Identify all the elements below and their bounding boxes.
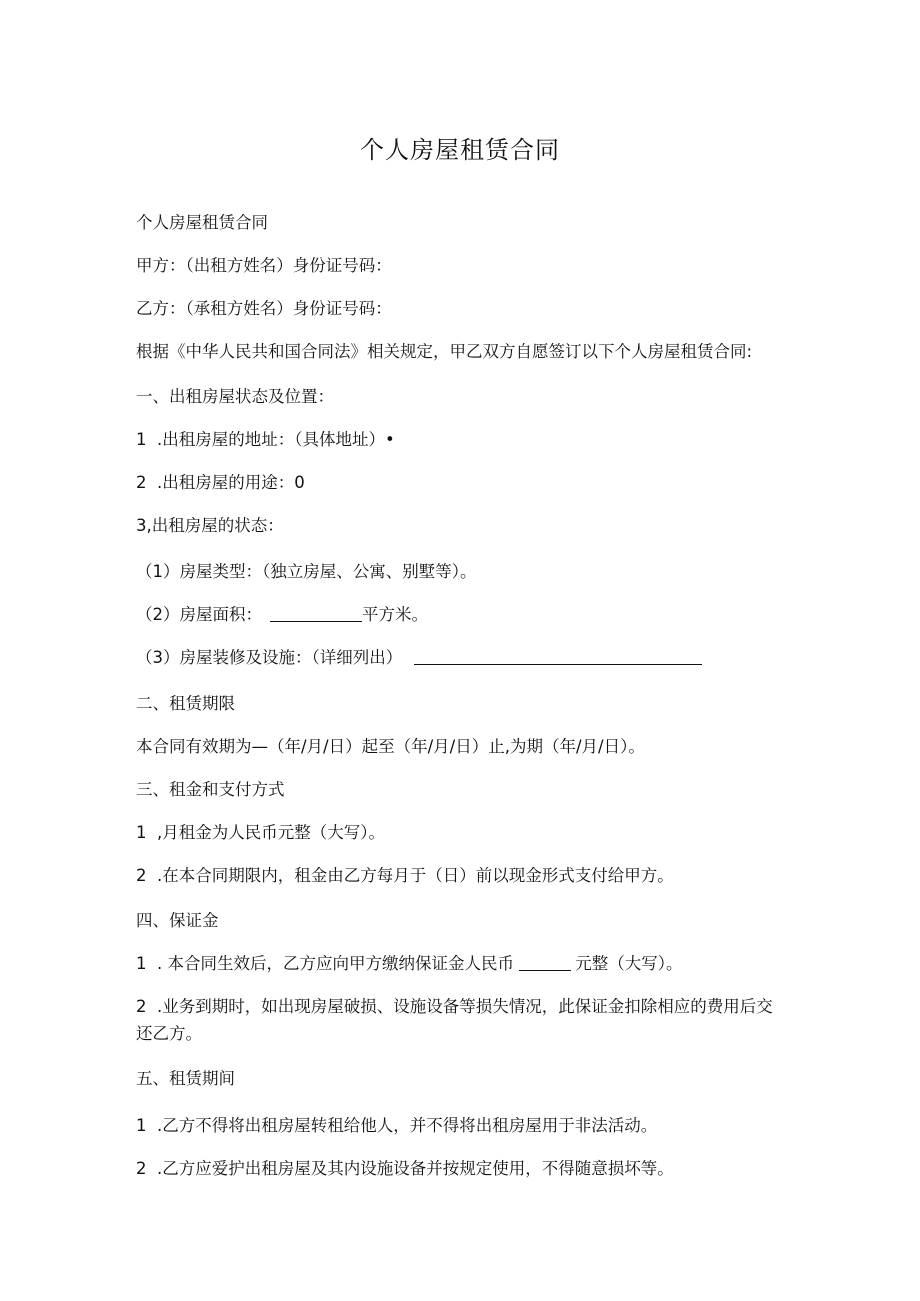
section-1-heading: 一、出租房屋状态及位置： [136,387,334,406]
section-1-item-2: 2 .出租房屋的用途：0 [136,473,305,492]
deposit-blank [519,954,571,971]
preamble: 根据《中华人民共和国合同法》相关规定，甲乙双方自愿签订以下个人房屋租赁合同: [136,342,753,361]
area-blank [270,605,362,622]
sub-2-unit: 平方米。 [362,605,428,624]
section-4-item-2: 2 .业务到期时，如出现房屋破损、设施设备等损失情况，此保证金扣除相应的费用后交还乙方。 [136,997,773,1043]
section-1-sub-3 [136,647,702,669]
sub-2-label: （2）房屋面积： [136,605,262,624]
sub-3-label: （3）房屋装修及设施：（详细列出） [136,648,403,667]
party-a-line: 甲方：（出租方姓名）身份证号码： [136,256,392,275]
section-5-item-2: 2 .乙方应爱护出租房屋及其内设施设备并按规定使用，不得随意损坏等。 [136,1159,674,1178]
section-5-item-1: 1 .乙方不得将出租房屋转租给他人，并不得将出租房屋用于非法活动。 [136,1116,658,1135]
facilities-blank [414,648,702,665]
section-4-heading: 四、保证金 [136,911,219,930]
subtitle: 个人房屋租赁合同 [136,213,268,232]
section-3-item-2: 2 .在本合同期限内，租金由乙方每月于（日）前以现金形式支付给甲方。 [136,866,674,885]
section-1-sub-1: （1）房屋类型：（独立房屋、公寓、别墅等）。 [136,562,477,581]
party-b-line: 乙方：（承租方姓名）身份证号码： [136,299,392,318]
section-4-item-1 [136,953,682,975]
section-3-item-1: 1 ,月租金为人民币元整（大写）。 [136,823,385,842]
section-2-heading: 二、租赁期限 [136,694,235,713]
document-title: 个人房屋租赁合同 [360,136,560,164]
section-3-heading: 三、租金和支付方式 [136,780,285,799]
section-1-sub-2 [136,604,428,626]
section-2-text: 本合同有效期为—（年/月/日）起至（年/月/日）止,为期（年/月/日）。 [136,737,645,756]
deposit-unit: 元整（大写）。 [575,954,683,973]
section-5-heading: 五、租赁期间 [136,1069,235,1088]
deposit-label: 1 . 本合同生效后，乙方应向甲方缴纳保证金人民币 [136,954,520,973]
section-1-item-3: 3,出租房屋的状态： [136,516,284,535]
section-1-item-1: 1 .出租房屋的地址：（具体地址）• [136,430,395,449]
